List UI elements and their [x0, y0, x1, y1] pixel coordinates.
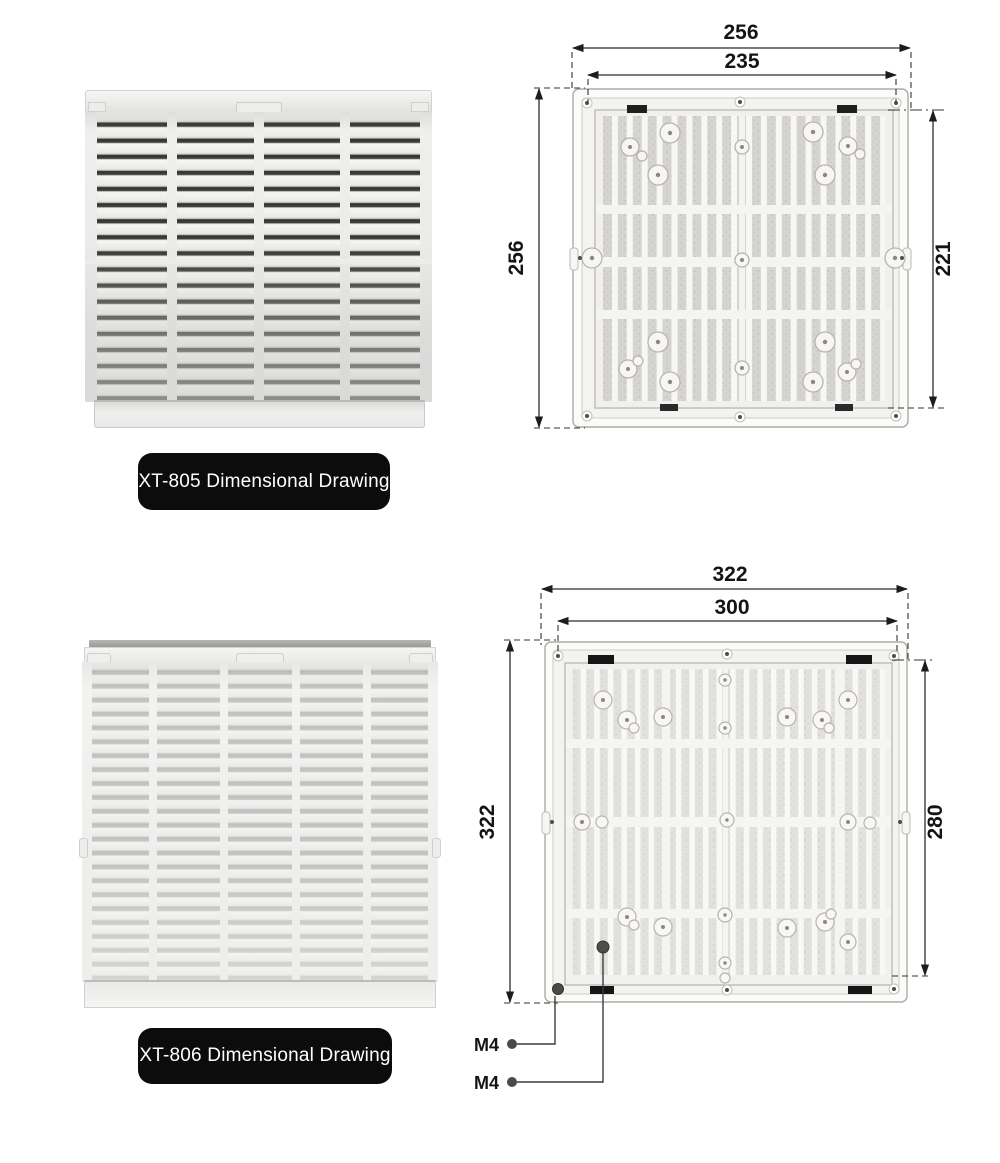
dim-outer-width: 256 — [723, 21, 759, 44]
cap-end-tab — [411, 102, 429, 112]
caption-xt805-text: XT-805 Dimensional Drawing — [138, 470, 390, 492]
louver-base — [94, 400, 425, 428]
louver-top-cap — [85, 90, 432, 113]
photo-shading — [82, 662, 438, 982]
m4-corner-hole — [553, 984, 564, 995]
dim-outer-height: 322 — [476, 804, 499, 840]
louver-top-strip — [89, 640, 431, 647]
dim-inner-width: 300 — [714, 596, 750, 619]
louver-base — [84, 980, 436, 1008]
louver-top-cap — [84, 647, 436, 663]
dim-inner-height: 221 — [932, 241, 955, 277]
louver-slats — [82, 662, 438, 982]
caption-xt806-text: XT-806 Dimensional Drawing — [139, 1045, 391, 1066]
dimensional-drawing-xt805 — [490, 10, 990, 455]
cap-center-tab — [236, 102, 282, 112]
callout-dot — [507, 1039, 517, 1049]
dim-outer-width: 322 — [712, 565, 748, 586]
louver-slats — [85, 112, 432, 402]
m4-label-2: M4 — [474, 1073, 500, 1093]
dim-inner-width: 235 — [724, 50, 760, 73]
product-photo-xt806-front — [82, 640, 438, 1008]
m4-label-1: M4 — [474, 1035, 500, 1055]
dimensional-drawing-xt806 — [460, 565, 1000, 1120]
dim-outer-height: 256 — [505, 240, 528, 276]
photo-shading — [85, 112, 432, 402]
callout-dot — [507, 1077, 517, 1087]
dim-inner-height: 280 — [924, 804, 947, 840]
product-photo-xt805-front — [85, 90, 432, 428]
cap-end-tab — [88, 102, 106, 112]
caption-xt806 — [138, 1028, 392, 1084]
caption-xt805 — [138, 453, 390, 510]
